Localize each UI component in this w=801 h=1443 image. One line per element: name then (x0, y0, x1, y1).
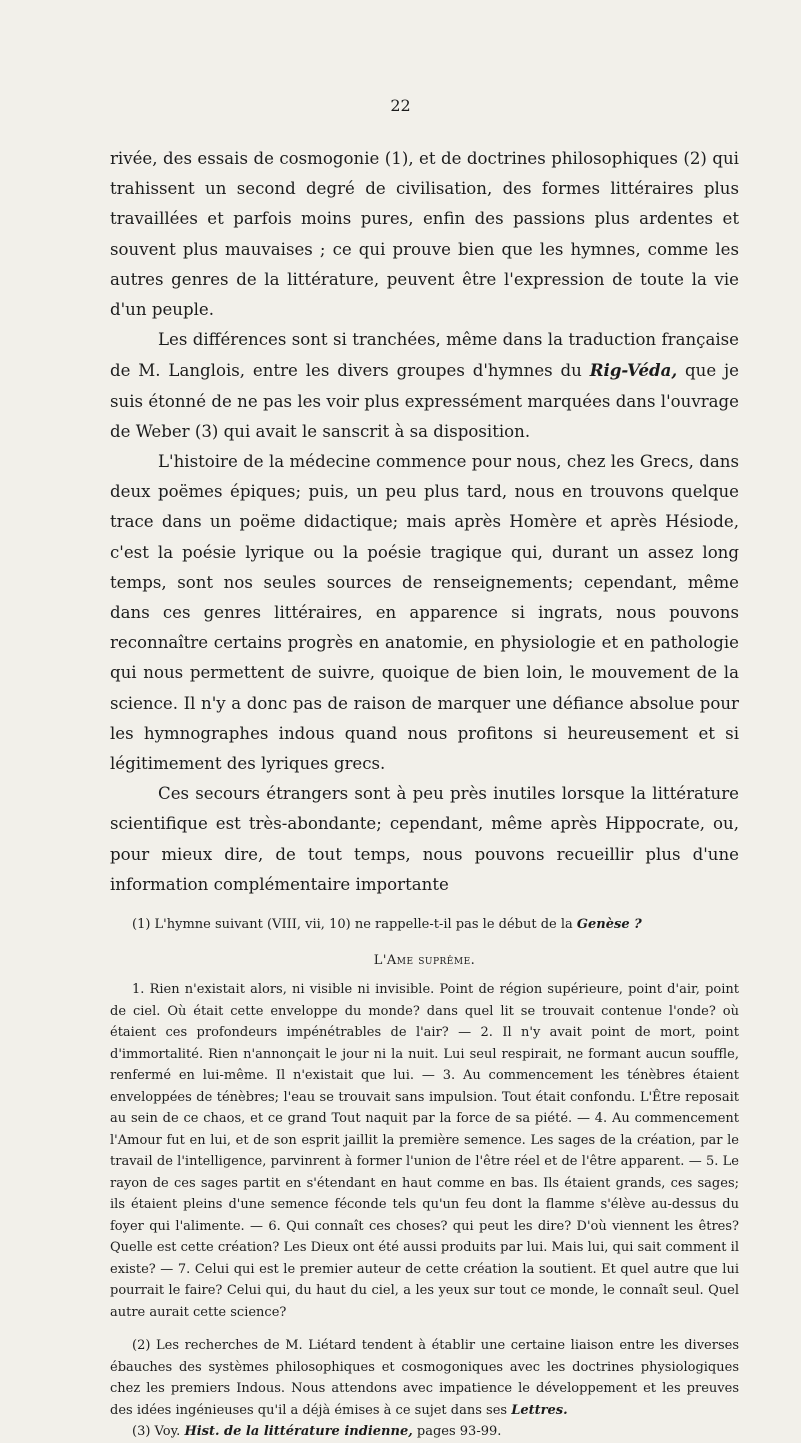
footnote-2 (110, 1335, 739, 1421)
main-text (110, 144, 739, 900)
footnote-3-text: (3) Voy. (132, 1424, 185, 1440)
footnote-3-text-end: pages 93-99. (412, 1424, 502, 1440)
paragraph-2 (110, 325, 739, 447)
hymn-body: 1. Rien n'existait alors, ni visible ni invisible. Point de région supérieure, point d'air, point de ciel. Où était cette enveloppe du monde? dans quel lit se trouvait contenue l'onde? où étaient ces profondeurs impénétrables de l'air? — 2. Il n'y avait point de mort, point d'immortalité. Rien n'annonçait le jour ni la nuit. Lui seul respirait, ne formant aucun souffle, renfermé en lui-même. Il n'existait que lui. — 3. Au commencement les ténèbres étaient enveloppées de ténèbres; l'eau se trouvait sans impulsion. Tout était confondu. L'Être reposait au sein de ce chaos, et ce grand Tout naquit par la force de sa piété. — 4. Au commencement l'Amour fut en lui, et de son esprit jaillit la première semence. Les sages de la création, par le travail de l'intelligence, parvinrent à former l'union de l'être réel et de l'être apparent. — 5. Le rayon de ces sages partit en s'étendant en haut comme en bas. Ils étaient grands, ces sages; ils étaient pleins d'une semence féconde tels qu'un feu dont la flamme s'élève au-dessus du foyer qui l'alimente. — 6. Qui connaît ces choses? qui peut les dire? D'où viennent les êtres? Quelle est cette création? Les Dieux ont été aussi produits par lui. Mais lui, qui sait comment il existe? — 7. Celui qui est le premier auteur de cette création la soutient. Et quel autre que lui pourrait le faire? Celui qui, du haut du ciel, a les yeux sur tout ce monde, le connaît seul. Quel autre aurait cette science? (110, 982, 739, 1320)
footnote-3 (110, 1421, 739, 1443)
footnote-2-title: Lettres. (511, 1402, 568, 1418)
paragraph-2-text-end: que je suis étonné de ne pas les voir plus expressément marquées dans l'ouvrage de Weber (3) qui avait le sanscrit à sa disposition. (110, 361, 739, 441)
paragraph-2-text: Les différences sont si tranchées, même dans la traduction française de M. Langlois, entre les divers groupes d'hymnes du (110, 330, 739, 381)
footnotes (110, 914, 739, 1443)
hymn-title: L'Ame suprême. (373, 952, 476, 968)
page-number: 22 (390, 96, 411, 115)
footnote-2-text: (2) Les recherches de M. Liétard tendent à établir une certaine liaison entre les diverses ébauches des systèmes philosophiques et cosmogoniques avec les doctrines physiologiques chez les premiers Indous. Nous attendons avec impatience le développement et les preuves des idées ingénieuses qu'il a déjà émises à ce sujet dans ses (110, 1338, 739, 1418)
paragraph-4: Ces secours étrangers sont à peu près inutiles lorsque la littérature scientifique est très-abondante; cependant, même après Hippocrate, ou, pour mieux dire, de tout temps, nous pouvons recueillir plus d'une information complémentaire importante (110, 784, 739, 894)
footnote-3-title: Hist. de la littérature indienne, (184, 1424, 413, 1440)
footnote-1-title: Genèse ? (576, 917, 642, 933)
paragraph-3: L'histoire de la médecine commence pour nous, chez les Grecs, dans deux poëmes épiques; puis, un peu plus tard, nous en trouvons quelque trace dans un poëme didactique; mais après Homère et après Hésiode, c'est la poésie lyrique ou la poésie tragique qui, durant un assez long temps, sont nos seules sources de renseignements; cependant, même dans ces genres littéraires, en apparence si ingrats, nous pouvons reconnaître certains progrès en anatomie, en physiologie et en pathologie qui nous permettent de suivre, quoique de bien loin, le mouvement de la science. Il n'y a donc pas de raison de marquer une défiance absolue pour les hymnographes indous quand nous profitons si heureusement et si légitimement des lyriques grecs. (110, 452, 739, 774)
paragraph-1: rivée, des essais de cosmogonie (1), et de doctrines philosophiques (2) qui trahissent un second degré de civilisation, des formes littéraires plus travaillées et parfois moins pures, enfin des passions plus ardentes et souvent plus mauvaises ; ce qui prouve bien que les hymnes, comme les autres genres de la littérature, peuvent être l'expression de toute la vie d'un peuple. (110, 149, 739, 320)
footnote-1-intro (110, 914, 739, 936)
paragraph-2-title: Rig-Véda, (589, 360, 678, 381)
footnote-1-text: (1) L'hymne suivant (VIII, vii, 10) ne rappelle-t-il pas le début de la (132, 917, 577, 933)
